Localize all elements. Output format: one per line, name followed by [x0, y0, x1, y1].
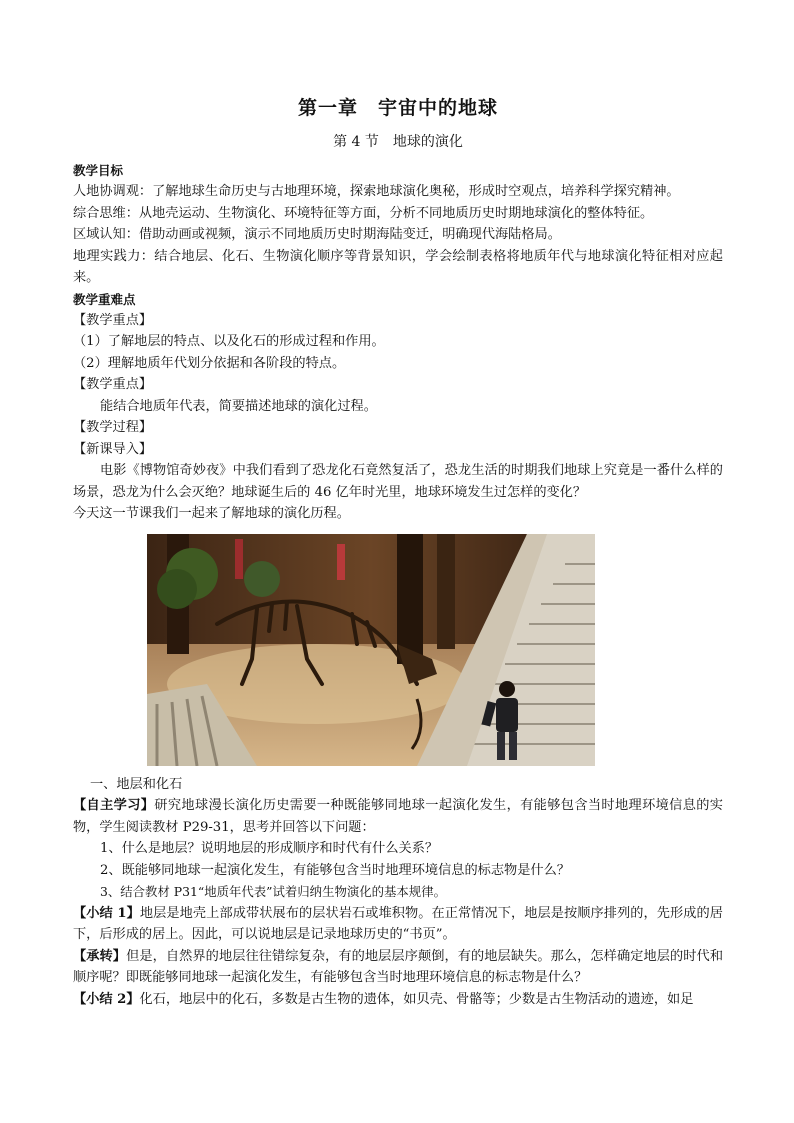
section-title: 第 4 节 地球的演化: [333, 134, 463, 150]
summary1-label: 【小结 1】: [73, 905, 140, 921]
focus-item: （1）了解地层的特点、以及化石的形成过程和作用。: [73, 334, 385, 349]
summary2-paragraph: [73, 989, 723, 1011]
self-study-text: 研究地球漫长演化历史需要一种既能够同地球一起演化发生，有能够包含当时地理环境信息的实物，学生阅读教材 P29-31，思考并回答以下问题：: [73, 798, 723, 835]
focus-label: 【教学重点】: [73, 312, 153, 328]
summary2-label: 【小结 2】: [73, 991, 140, 1007]
objectives-heading: 教学目标: [73, 163, 124, 178]
objective-line: 地理实践力：结合地层、化石、生物演化顺序等背景知识，学会绘制表格将地质年代与地球演化特征相对应起来。: [73, 248, 723, 285]
museum-dinosaur-photo: [147, 534, 595, 766]
process-label: 【教学过程】: [73, 420, 153, 435]
section1-heading: 一、地层和化石: [90, 776, 183, 792]
summary1-paragraph: [73, 903, 723, 946]
document-page: [73, 96, 723, 1010]
intro-label: 【新课导入】: [73, 441, 153, 457]
self-study-paragraph: [73, 795, 723, 838]
summary2-text: 化石，地层中的化石，多数是古生物的遗体，如贝壳、骨骼等；少数是古生物活动的遗迹，如足: [139, 991, 694, 1007]
key-points-heading: 教学重难点: [73, 291, 136, 307]
intro-text-2: 今天这一节课我们一起来了解地球的演化历程。: [73, 506, 350, 521]
focus-item: （2）理解地质年代划分依据和各阶段的特点。: [73, 355, 346, 371]
transition-paragraph: [73, 946, 723, 989]
self-study-label: 【自主学习】: [73, 798, 155, 813]
summary1-text: 地层是地壳上部成带状展布的层状岩石或堆积物。在正常情况下，地层是按顺序排列的，先形成的居下，后形成的居上。因此，可以说地层是记录地球历史的“书页”。: [73, 905, 723, 942]
objective-line: 人地协调观：了解地球生命历史与古地理环境，探索地球演化奥秘，形成时空观点，培养科学探究精神。: [73, 184, 680, 199]
question-item: 2、既能够同地球一起演化发生，有能够包含当时地理环境信息的标志物是什么？: [100, 862, 570, 878]
intro-text: 电影《博物馆奇妙夜》中我们看到了恐龙化石竟然复活了，恐龙生活的时期我们地球上究竟是一番什么样的场景，恐龙为什么会灭绝？地球诞生后的 46 亿年时光里，地球环境发生过怎样的变化？: [73, 463, 723, 500]
difficulty-text: 能结合地质年代表，简要描述地球的演化过程。: [100, 398, 377, 414]
objective-line: 区域认知：借助动画或视频，演示不同地质历史时期海陆变迁，明确现代海陆格局。: [73, 227, 561, 242]
transition-label: 【承转】: [73, 948, 127, 964]
question-item: 1、什么是地层？说明地层的形成顺序和时代有什么关系？: [100, 841, 439, 856]
difficulty-label: 【教学重点】: [73, 377, 153, 392]
objective-line: 综合思维：从地壳运动、生物演化、环境特征等方面，分析不同地质历史时期地球演化的整体特征。: [73, 205, 654, 221]
transition-text: 但是，自然界的地层往往错综复杂，有的地层层序颠倒，有的地层缺失。那么，怎样确定地层的时代和顺序呢？即既能够同地球一起演化发生，有能够包含当时地理环境信息的标志物是什么？: [73, 948, 724, 985]
question-item: 3、结合教材 P31“地质年代表”试着归纳生物演化的基本规律。: [100, 884, 446, 899]
chapter-title: 第一章 宇宙中的地球: [297, 97, 498, 119]
